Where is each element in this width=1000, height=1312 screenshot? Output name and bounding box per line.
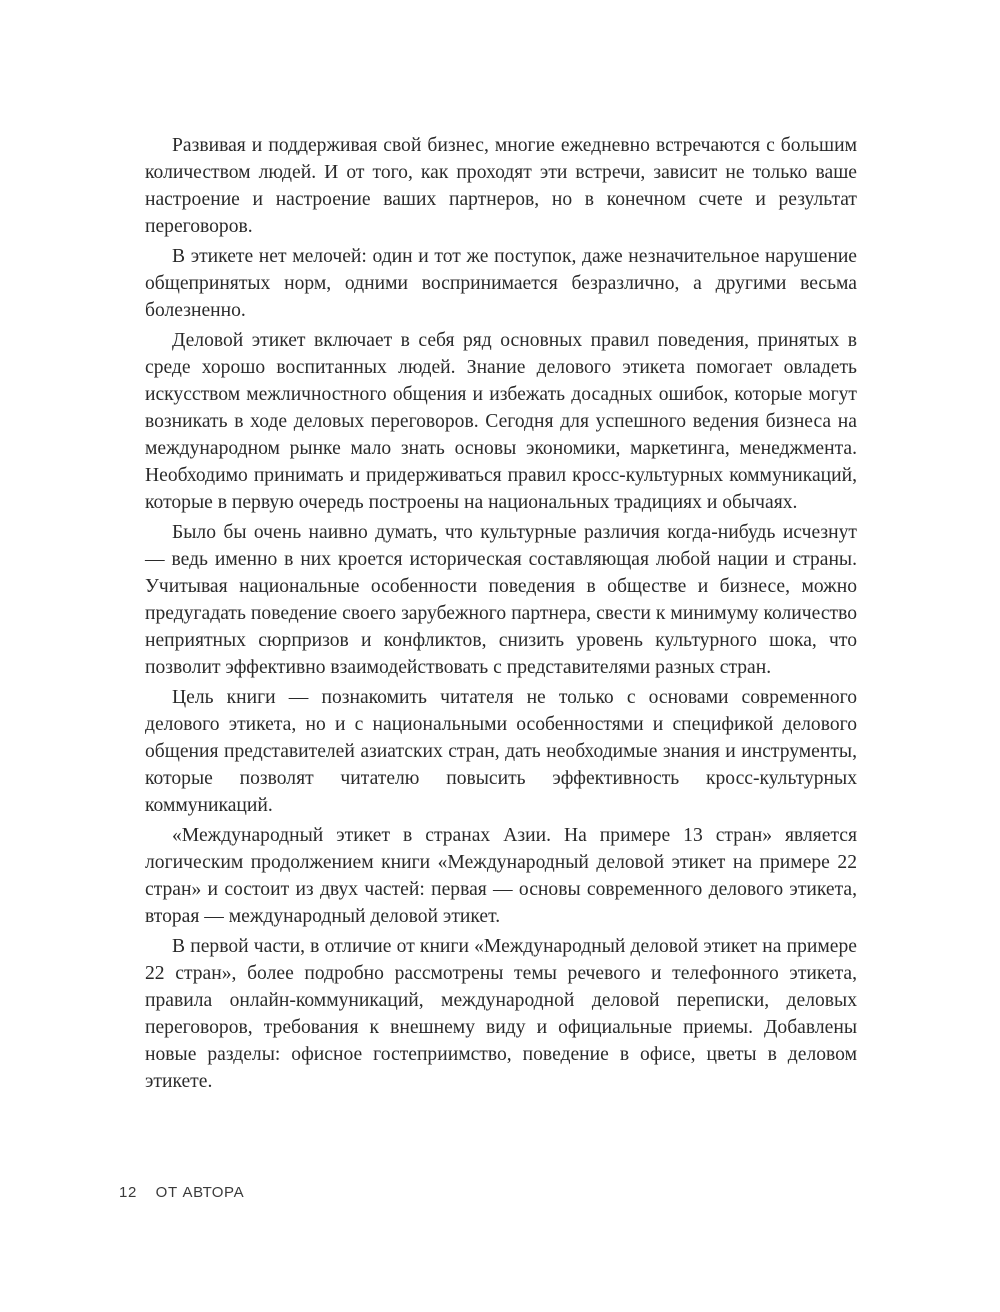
page-footer xyxy=(119,1184,244,1201)
paragraph-2: В этикете нет мелочей: один и тот же поступок, даже незначительное нарушение общепринятых норм, одними воспринимается безразлично, а другими весьма болезненно. xyxy=(145,246,857,321)
paragraph-7: В первой части, в отличие от книги «Международный деловой этикет на примере 22 стран», более подробно рассмотрены темы речевого и телефонного этикета, правила онлайн-коммуникаций, международной деловой переписки, деловых переговоров, требования к внешнему виду и официальные приемы. Добавлены новые разделы: офисное гостеприимство, поведение в офисе, цветы в деловом этикете. xyxy=(145,936,857,1092)
running-section-title: ОТ АВТОРА xyxy=(155,1184,245,1201)
paragraph-6: «Международный этикет в странах Азии. На примере 13 стран» является логическим продолжением книги «Международный деловой этикет на примере 22 стран» и состоит из двух частей: первая — основы современного делового этикета, вторая — международный деловой этикет. xyxy=(145,825,857,927)
body-text xyxy=(145,132,857,1095)
paragraph-1: Развивая и поддерживая свой бизнес, многие ежедневно встречаются с большим количеством людей. И от того, как проходят эти встречи, зависит не только ваше настроение и настроение ваших партнеров, но в конечном счете и результат переговоров. xyxy=(145,135,857,237)
paragraph-4: Было бы очень наивно думать, что культурные различия когда-нибудь исчезнут — ведь именно в них кроется историческая составляющая любой нации и страны. Учитывая национальные особенности поведения в обществе и бизнесе, можно предугадать поведение своего зарубежного партнера, свести к минимуму количество неприятных сюрпризов и конфликтов, снизить уровень культурного шока, что позволит эффективно взаимодействовать с представителями разных стран. xyxy=(145,522,857,678)
paragraph-3: Деловой этикет включает в себя ряд основных правил поведения, принятых в среде хорошо воспитанных людей. Знание делового этикета помогает овладеть искусством межличностного общения и избежать досадных ошибок, которые могут возникать в ходе деловых переговоров. Сегодня для успешного ведения бизнеса на международном рынке мало знать основы экономики, маркетинга, менеджмента. Необходимо принимать и придерживаться правил кросс-культурных коммуникаций, которые в первую очередь построены на национальных традициях и обычаях. xyxy=(145,330,857,513)
paragraph-5: Цель книги — познакомить читателя не только с основами современного делового этикета, но и с национальными особенностями и спецификой делового общения представителей азиатских стран, дать необходимые знания и инструменты, которые позволят читателю повысить эффективность кросс-культурных коммуникаций. xyxy=(145,687,857,816)
page-number: 12 xyxy=(119,1184,137,1201)
